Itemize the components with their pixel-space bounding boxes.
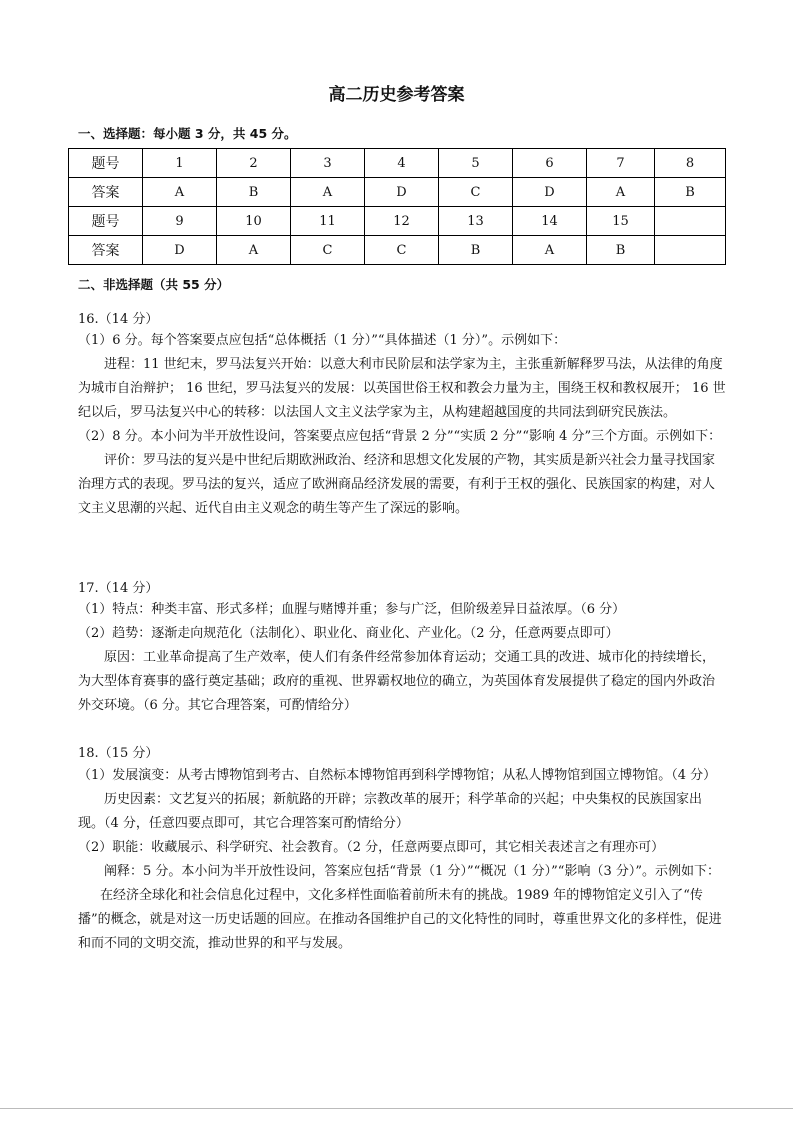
table-cell: 答案	[69, 178, 143, 207]
section1-heading: 一、选择题：每小题 3 分，共 45 分。	[78, 126, 297, 141]
table-cell: 14	[513, 207, 587, 236]
q16-header: 16.（14 分）	[78, 312, 159, 327]
table-cell	[655, 207, 726, 236]
table-cell: D	[365, 178, 439, 207]
table-cell: D	[513, 178, 587, 207]
table-cell: 7	[587, 149, 655, 178]
q18-header: 18.（15 分）	[78, 746, 159, 761]
table-cell: 2	[217, 149, 291, 178]
q16-part2: （2）8 分。本小问为半开放性设问，答案要点应包括“背景 2 分”“实质 2 分”“影响 4 分”三个方面。示例如下：	[78, 429, 722, 444]
table-cell: 10	[217, 207, 291, 236]
q18-example: 在经济全球化和社会信息化过程中，文化多样性面临着前所未有的挑战。1989 年的博物馆定义引入了“传播”的概念，就是对这一历史话题的回应。在推动各国维护自己的文化特性的同时，尊重世界文化的多样性，促进和而不同的文明交流，推动世界的和平与发展。	[78, 888, 722, 951]
q16-part1: （1）6 分。每个答案要点应包括“总体概括（1 分）”“具体描述（1 分）”。示例如下：	[78, 333, 567, 348]
q17-body	[78, 598, 726, 718]
table-cell: 题号	[69, 207, 143, 236]
q16-body	[78, 329, 726, 521]
q18-body	[78, 764, 726, 956]
table-cell: B	[587, 236, 655, 265]
table-cell: 8	[655, 149, 726, 178]
table-cell: A	[217, 236, 291, 265]
q18-explanation: 阐释：5 分。本小问为半开放性设问，答案应包括“背景（1 分）”“概况（1 分）”“影响（3 分）”。示例如下：	[104, 864, 720, 879]
table-cell: 6	[513, 149, 587, 178]
q16-progress: 进程：11 世纪末，罗马法复兴开始：以意大利市民阶层和法学家为主，主张重新解释罗马法，从法律的角度为城市自治辩护； 16 世纪，罗马法复兴的发展：以英国世俗王权和教会力量为主，围绕王权和教权展开； 16 世纪以后，罗马法复兴中心的转移：以法国人文主义法学家为主，从构建超越国度的共同法到研究民族法。	[78, 357, 726, 420]
q17-reasons: 原因：工业革命提高了生产效率，使人们有条件经常参加体育运动；交通工具的改进、城市化的持续增长，为大型体育赛事的盛行奠定基础；政府的重视、世界霸权地位的确立，为英国体育发展提供了稳定的国内外政治外交环境。（6 分。其它合理答案，可酌情给分）	[78, 650, 716, 713]
table-cell: 答案	[69, 236, 143, 265]
section2-heading: 二、非选择题（共 55 分）	[78, 277, 230, 292]
table-cell: C	[439, 178, 513, 207]
table-cell: A	[587, 178, 655, 207]
table-cell: B	[439, 236, 513, 265]
table-cell: 13	[439, 207, 513, 236]
table-cell: 5	[439, 149, 513, 178]
table-row	[69, 178, 726, 207]
table-cell	[655, 236, 726, 265]
table-row	[69, 207, 726, 236]
table-cell: 4	[365, 149, 439, 178]
table-cell: 12	[365, 207, 439, 236]
table-cell: A	[513, 236, 587, 265]
table-cell: A	[143, 178, 217, 207]
table-row	[69, 236, 726, 265]
q18-factors: 历史因素：文艺复兴的拓展；新航路的开辟；宗教改革的展开；科学革命的兴起；中央集权的民族国家出现。（4 分，任意四要点即可，其它合理答案可酌情给分）	[78, 792, 703, 831]
footer-divider	[0, 1108, 793, 1109]
table-cell: D	[143, 236, 217, 265]
table-cell: 9	[143, 207, 217, 236]
table-cell: B	[655, 178, 726, 207]
answer-table	[68, 148, 726, 265]
table-cell: 3	[291, 149, 365, 178]
page-title: 高二历史参考答案	[328, 85, 465, 105]
q17-part2: （2）趋势：逐渐走向规范化（法制化）、职业化、商业化、产业化。（2 分，任意两要点即可）	[78, 626, 619, 641]
q18-part2: （2）职能：收藏展示、科学研究、社会教育。（2 分，任意两要点即可，其它相关表述言之有理亦可）	[78, 840, 665, 855]
q17-part1: （1）特点：种类丰富、形式多样；血腥与赌博并重；参与广泛，但阶级差异日益浓厚。（6 分）	[78, 602, 626, 617]
table-cell: B	[217, 178, 291, 207]
table-cell: A	[291, 178, 365, 207]
table-cell: C	[365, 236, 439, 265]
table-cell: 11	[291, 207, 365, 236]
q18-part1: （1）发展演变：从考古博物馆到考古、自然标本博物馆再到科学博物馆；从私人博物馆到国立博物馆。（4 分）	[78, 768, 717, 783]
table-cell: C	[291, 236, 365, 265]
table-cell: 1	[143, 149, 217, 178]
table-cell: 题号	[69, 149, 143, 178]
table-cell: 15	[587, 207, 655, 236]
table-row	[69, 149, 726, 178]
q17-header: 17.（14 分）	[78, 581, 159, 596]
q16-evaluation: 评价：罗马法的复兴是中世纪后期欧洲政治、经济和思想文化发展的产物，其实质是新兴社会力量寻找国家治理方式的表现。罗马法的复兴，适应了欧洲商品经济发展的需要，有利于王权的强化、民族国家的构建，对人文主义思潮的兴起、近代自由主义观念的萌生等产生了深远的影响。	[78, 453, 716, 516]
